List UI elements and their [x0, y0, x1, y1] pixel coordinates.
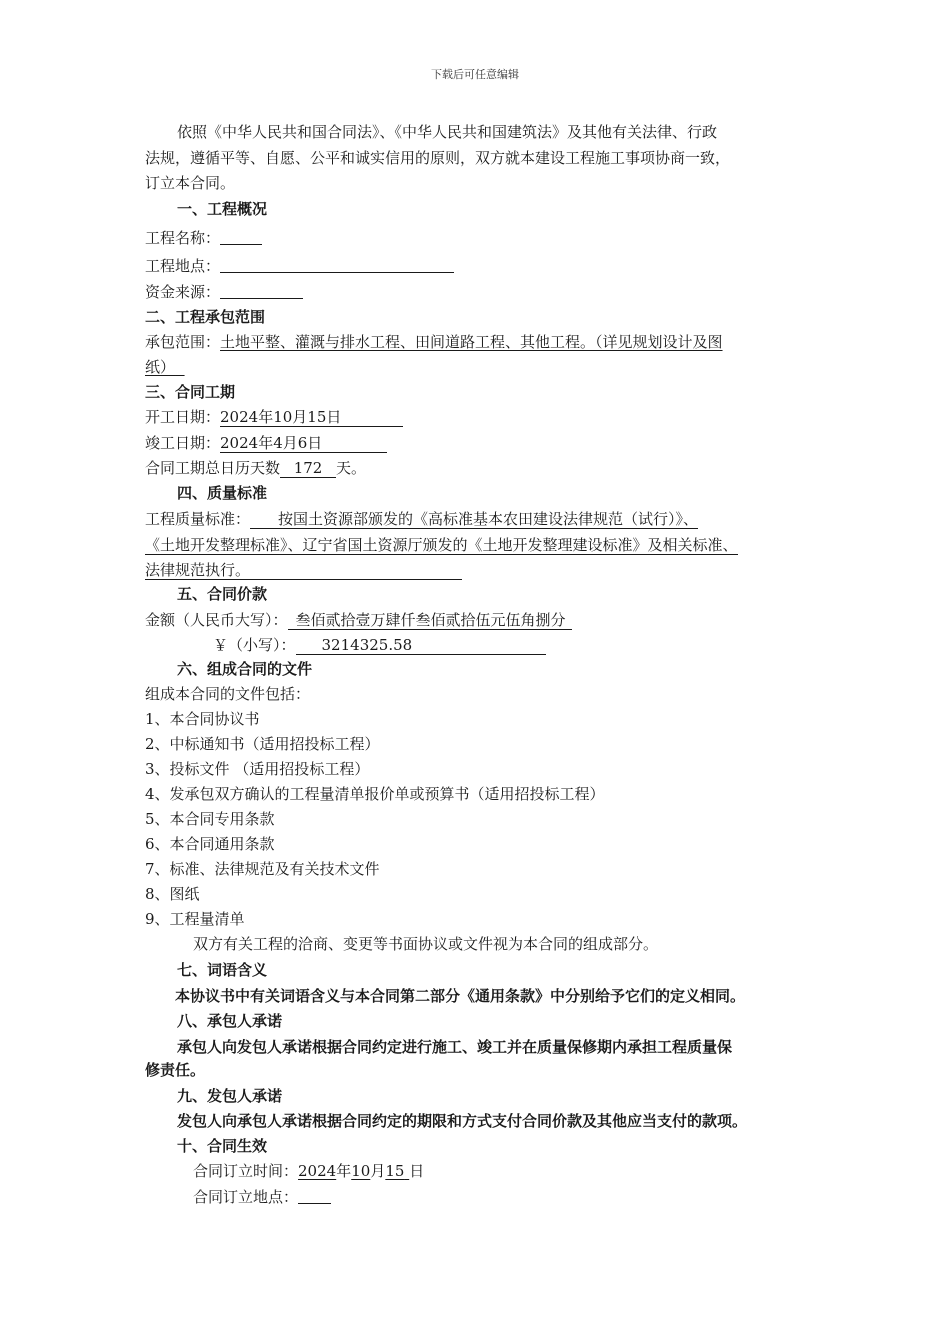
project-name-blank — [220, 228, 262, 245]
project-site-row — [145, 256, 454, 276]
section-2-title: 二、工程承包范围 — [145, 308, 266, 326]
scope-row-2 — [145, 357, 185, 377]
signing-date-row — [193, 1161, 424, 1181]
signing-day: 15 — [385, 1162, 405, 1180]
section-3-title: 三、合同工期 — [145, 383, 236, 401]
scope-line-2: 纸） — [145, 358, 176, 376]
signing-year: 2024 — [298, 1162, 337, 1180]
scope-line-1: 土地平整、灌溉与排水工程、田间道路工程、其他工程。（详见规划设计及图 — [220, 333, 723, 351]
end-date-label: 竣工日期： — [145, 434, 221, 452]
document-item: 9、工程量清单 — [145, 910, 245, 928]
section-5-title: 五、合同价款 — [177, 585, 268, 603]
intro-line-1: 依照《中华人民共和国合同法》、《中华人民共和国建筑法》及其他有关法律、行政 — [177, 123, 718, 141]
document-item: 1、本合同协议书 — [145, 710, 260, 728]
documents-note: 双方有关工程的洽商、变更等书面协议或文件视为本合同的组成部分。 — [193, 935, 659, 953]
amount-upper-value: 叁佰贰拾壹万肆仟叁佰贰拾伍元伍角捌分 — [288, 611, 572, 630]
section-6-title: 六、组成合同的文件 — [177, 660, 313, 678]
document-item: 6、本合同通用条款 — [145, 835, 275, 853]
amount-lower-row — [213, 635, 546, 655]
amount-upper-row — [145, 610, 572, 630]
scope-label: 承包范围： — [145, 333, 221, 351]
document-item: 8、图纸 — [145, 885, 200, 903]
end-date-value: 2024年4月6日 — [220, 434, 387, 453]
section-9-text: 发包人向承包人承诺根据合同约定的期限和方式支付合同价款及其他应当支付的款项。 — [177, 1112, 748, 1130]
start-date-row — [145, 407, 403, 427]
signing-year-unit: 年 — [336, 1162, 352, 1180]
signing-date-label: 合同订立时间： — [193, 1162, 299, 1180]
quality-line-2: 《土地开发整理标准》、辽宁省国土资源厅颁发的《土地开发整理建设标准》及相关标准、 — [145, 536, 738, 554]
document-item: 2、中标通知书（适用招投标工程） — [145, 735, 380, 753]
fund-source-row — [145, 282, 303, 302]
start-date-value: 2024年10月15日 — [220, 408, 403, 427]
documents-intro: 组成本合同的文件包括： — [145, 685, 311, 703]
duration-prefix: 合同工期总日历天数 — [145, 459, 281, 477]
project-site-blank — [220, 256, 454, 273]
start-date-label: 开工日期： — [145, 408, 221, 426]
intro-line-3: 订立本合同。 — [145, 174, 236, 192]
duration-row — [145, 458, 366, 478]
section-8-title: 八、承包人承诺 — [177, 1012, 283, 1030]
fund-source-label: 资金来源： — [145, 283, 221, 301]
signing-place-blank — [298, 1187, 331, 1204]
quality-line-3: 法律规范执行。 — [145, 561, 462, 580]
signing-month: 10 — [351, 1162, 371, 1180]
document-item: 3、投标文件 （适用招投标工程） — [145, 760, 370, 778]
document-item: 7、标准、法律规范及有关技术文件 — [145, 860, 380, 878]
section-1-title: 一、工程概况 — [177, 200, 268, 218]
amount-lower-label: ￥（小写）： — [213, 636, 296, 654]
duration-days: 172 — [280, 459, 336, 478]
quality-row-1 — [145, 509, 698, 529]
page-header: 下载后可任意编辑 — [431, 68, 519, 81]
signing-place-label: 合同订立地点： — [193, 1188, 299, 1206]
project-name-row — [145, 228, 262, 248]
signing-month-unit: 月 — [370, 1162, 386, 1180]
scope-row — [145, 332, 723, 352]
signing-place-row — [193, 1187, 331, 1207]
project-site-label: 工程地点： — [145, 257, 221, 275]
fund-source-blank — [220, 282, 303, 299]
quality-line-1: 按国土资源部颁发的《高标准基本农田建设法律规范（试行）》、 — [250, 510, 698, 529]
section-9-title: 九、发包人承诺 — [177, 1087, 283, 1105]
project-name-label: 工程名称： — [145, 229, 221, 247]
quality-row-2 — [145, 535, 738, 555]
quality-label: 工程质量标准： — [145, 510, 251, 528]
section-7-title: 七、词语含义 — [177, 961, 268, 979]
document-item: 5、本合同专用条款 — [145, 810, 275, 828]
amount-lower-value: 3214325.58 — [296, 636, 546, 655]
section-8-line-2: 修责任。 — [145, 1061, 206, 1079]
section-10-title: 十、合同生效 — [177, 1137, 268, 1155]
intro-line-2: 法规，遵循平等、自愿、公平和诚实信用的原则，双方就本建设工程施工事项协商一致， — [145, 149, 731, 167]
section-7-text: 本协议书中有关词语含义与本合同第二部分《通用条款》中分别给予它们的定义相同。 — [175, 987, 746, 1005]
quality-row-3 — [145, 560, 462, 580]
section-4-title: 四、质量标准 — [177, 484, 268, 502]
section-8-line-1: 承包人向发包人承诺根据合同约定进行施工、竣工并在质量保修期内承担工程质量保 — [177, 1038, 733, 1056]
signing-day-unit: 日 — [409, 1162, 425, 1180]
amount-upper-label: 金额（人民币大写）： — [145, 611, 288, 629]
duration-suffix: 天。 — [336, 459, 367, 477]
document-item: 4、发承包双方确认的工程量清单报价单或预算书（适用招投标工程） — [145, 785, 605, 803]
end-date-row — [145, 433, 387, 453]
